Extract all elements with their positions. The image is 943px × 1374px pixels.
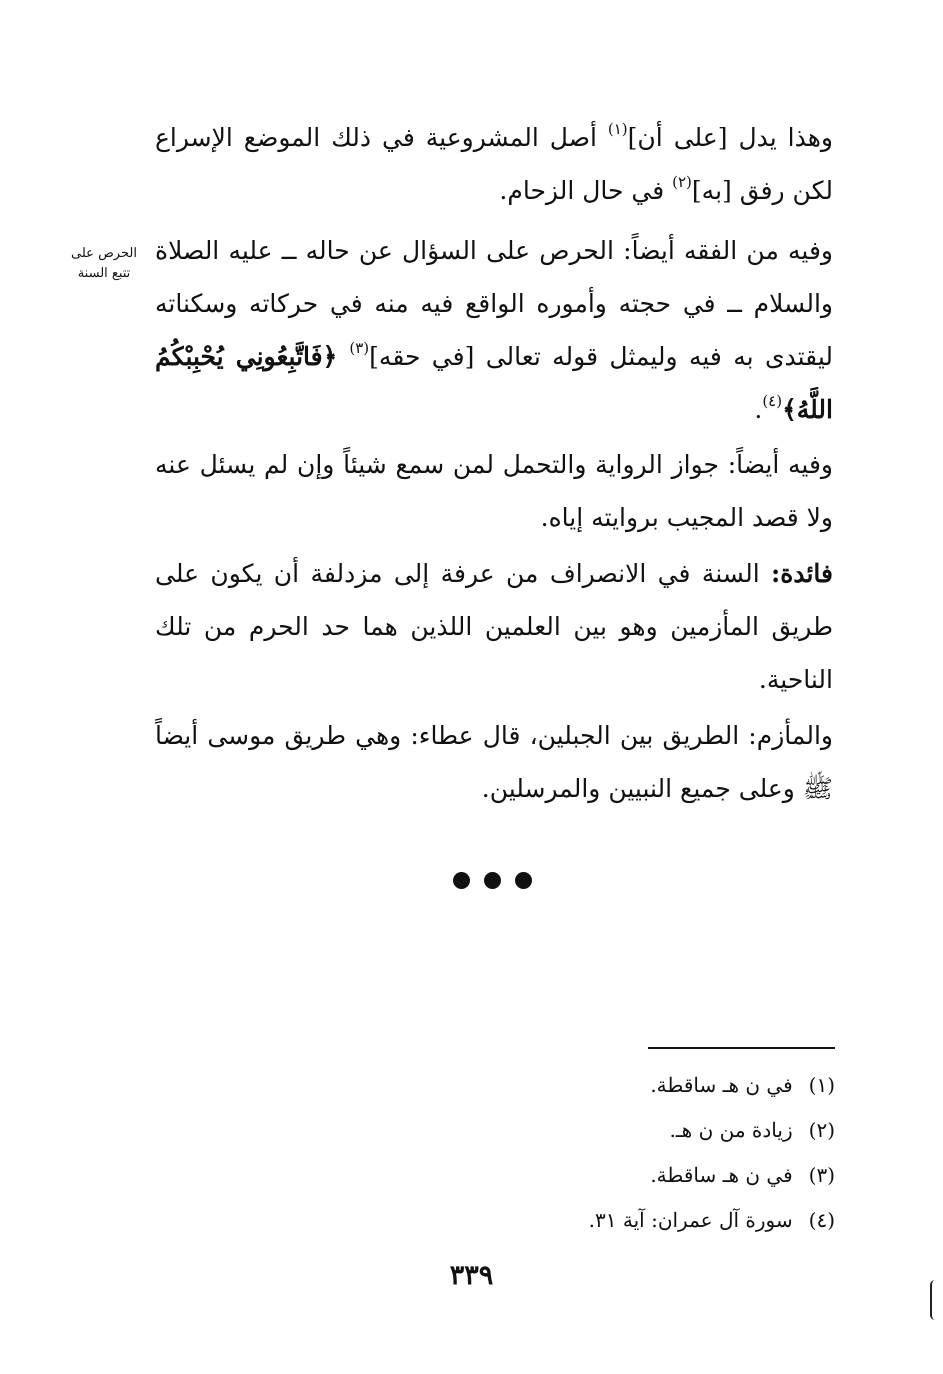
separator-dot bbox=[484, 872, 501, 889]
footnote-number: (٢) bbox=[808, 1118, 835, 1142]
footnote-item bbox=[450, 1108, 835, 1153]
paragraph-2-text-b: . bbox=[754, 395, 763, 424]
footnotes bbox=[450, 1063, 835, 1243]
margin-note-line-1: الحرص على bbox=[71, 246, 137, 261]
paragraph-5 bbox=[155, 709, 833, 815]
margin-note bbox=[54, 244, 154, 284]
separator-dot bbox=[515, 872, 532, 889]
footnote-item bbox=[450, 1063, 835, 1108]
quran-verse: ﴿فَاتَّبِعُونِي يُحْبِبْكُمُ اللَّهُ﴾ bbox=[155, 342, 833, 424]
footnote-number: (٤) bbox=[808, 1208, 835, 1232]
paragraph-1-text-c: في حال الزحام. bbox=[499, 176, 673, 205]
footnote-text: في ن هـ ساقطة. bbox=[650, 1073, 793, 1097]
footnote-item bbox=[450, 1198, 835, 1243]
footnote-ref-2: (٢) bbox=[672, 173, 692, 191]
paragraph-1-text-a: وهذا يدل [على أن] bbox=[627, 123, 833, 152]
paragraph-3-text: وفيه أيضاً: جواز الرواية والتحمل لمن سمع شيئاً وإن لم يسئل عنه ولا قصد المجيب بروايته إياه. bbox=[155, 450, 834, 532]
paragraph-4-text: السنة في الانصراف من عرفة إلى مزدلفة أن يكون على طريق المأزمين وهو بين العلمين اللذين هما حد الحرم من تلك الناحية. bbox=[155, 559, 833, 694]
footnote-number: (١) bbox=[808, 1073, 835, 1097]
footnote-text: زيادة من ن هـ. bbox=[669, 1118, 793, 1142]
footnote-ref-3: (٣) bbox=[349, 339, 370, 357]
paragraph-5-text: والمأزم: الطريق بين الجبلين، قال عطاء: وهي طريق موسى أيضاً ﷺ وعلى جميع النبيين والمرسلين. bbox=[155, 721, 833, 803]
page-edge-mark bbox=[930, 1280, 940, 1320]
separator-dot bbox=[453, 872, 470, 889]
footnote-divider bbox=[648, 1047, 835, 1049]
benefit-label: فائدة: bbox=[771, 559, 833, 588]
section-separator bbox=[453, 872, 532, 889]
footnote-text: سورة آل عمران: آية ٣١. bbox=[588, 1208, 793, 1232]
paragraph-2 bbox=[155, 224, 833, 436]
footnote-ref-1: (١) bbox=[607, 120, 628, 138]
page-number: ٣٣٩ bbox=[449, 1260, 494, 1291]
footnote-text: في ن هـ ساقطة. bbox=[650, 1163, 793, 1187]
paragraph-3 bbox=[155, 438, 833, 544]
paragraph-1-text-b: أصل المشروعية في ذلك الموضع الإسراع لكن رفق [به] bbox=[155, 123, 833, 205]
paragraph-1 bbox=[155, 111, 833, 217]
footnote-number: (٣) bbox=[808, 1163, 835, 1187]
footnote-item bbox=[450, 1153, 835, 1198]
paragraph-2-text-a: وفيه من الفقه أيضاً: الحرص على السؤال عن حاله ــ عليه الصلاة والسلام ــ في حجته وأموره الواقع فيه منه في حركاته وسكناته ليقتدى به فيه وليمثل قوله تعالى [في حقه] bbox=[155, 236, 833, 371]
footnote-ref-4: (٤) bbox=[762, 392, 783, 410]
paragraph-4 bbox=[155, 547, 833, 706]
margin-note-line-2: تتبع السنة bbox=[77, 266, 131, 281]
